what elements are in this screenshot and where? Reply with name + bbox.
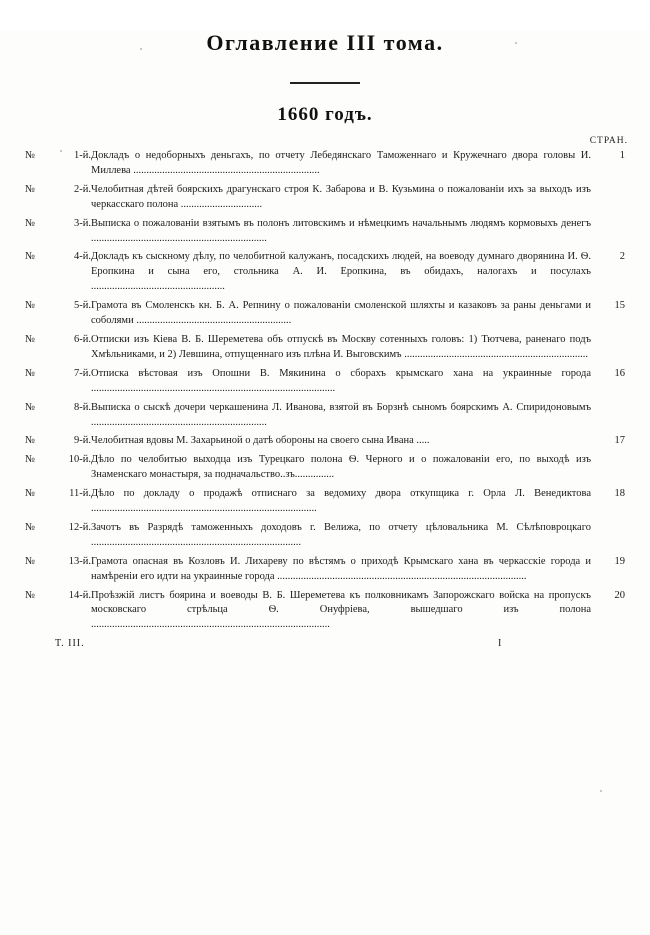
- entry-index: 3-й.: [74, 217, 91, 229]
- entry-index: 1-й.: [74, 150, 91, 161]
- table-row: [25, 401, 625, 435]
- entry-index: 7-й.: [74, 367, 91, 379]
- entry-index: 8-й.: [74, 401, 91, 413]
- entry-page: 19: [614, 555, 625, 567]
- entry-page: 17: [614, 435, 625, 447]
- table-row: [25, 149, 625, 183]
- paper-speck: [60, 150, 62, 152]
- table-row: [25, 367, 625, 401]
- title-divider: [290, 82, 360, 84]
- entry-text: Дѣло по докладу о продажѣ отписнаго за ведомиху двора откупщика г. Орла Л. Венедиктова ......................................................................................: [91, 488, 591, 515]
- entry-text: Челобитная дѣтей боярскихъ драгунскаго строя К. Забарова и В. Кузьмина о пожалованіи ихъ за выходъ изъ черкасскаго полона ...............................: [91, 183, 591, 210]
- entry-number-symbol: №: [25, 217, 36, 229]
- entry-number-symbol: №: [25, 454, 36, 466]
- entry-number-symbol: №: [25, 435, 36, 447]
- entry-page: [591, 333, 625, 367]
- entry-page: 2: [619, 251, 625, 263]
- entry-number-symbol: №: [25, 521, 36, 533]
- entry-number-symbol: №: [25, 555, 36, 567]
- entry-number-symbol: №: [25, 401, 36, 413]
- entry-number-symbol: №: [25, 367, 36, 379]
- entry-text: Выписка о сыскѣ дочери черкашенина Л. Иванова, взятой въ Борзнѣ сыномъ боярскимъ А. Спиридоновымъ ...................................................................: [91, 401, 591, 428]
- entry-text: Зачотъ въ Разрядѣ таможенныхъ доходовъ г. Велижа, по отчету цѣловальника М. Сѣлѣповроцкаго ................................................................................: [91, 521, 591, 548]
- paper-speck: [515, 42, 517, 44]
- entry-number-symbol: №: [25, 333, 36, 345]
- entry-text: Грамота опасная въ Козловъ И. Лихареву по вѣстямъ о приходѣ Крымскаго хана въ черкасскіе города и намѣреніи его идти на украинные города ...............................................................................................: [91, 555, 591, 582]
- entry-number-symbol: №: [25, 488, 36, 500]
- table-row: [25, 434, 625, 453]
- entry-index: 11-й.: [69, 488, 91, 500]
- entry-page: [591, 401, 625, 435]
- entry-text: Дѣло по челобитью выходца изъ Турецкаго полона Ѳ. Черного и о пожалованіи его, по выходѣ изъ Знаменскаго монастыря, за подначальство..зъ...............: [91, 454, 591, 481]
- entry-text: Докладъ къ сыскному дѣлу, по челобитной калужанъ, посадскихъ людей, на воеводу думнаго дворянина И. Ѳ. Еропкина и сына его, стольника А. И. Еропкина, въ обидахъ, налогахъ и посулахъ ...................................................: [91, 251, 591, 293]
- entry-index: 12-й.: [68, 521, 91, 533]
- entry-index: 4-й.: [74, 251, 91, 263]
- page-title: Оглавление III тома.: [206, 30, 444, 55]
- toc-body: [25, 149, 625, 637]
- entry-page: [591, 521, 625, 555]
- entry-page: 1: [619, 150, 625, 161]
- entry-index: 5-й.: [74, 300, 91, 312]
- table-row: [25, 299, 625, 333]
- table-row: [25, 521, 625, 555]
- entry-page: 20: [614, 589, 625, 601]
- volume-label: Т. III.: [55, 638, 85, 649]
- table-row: [25, 453, 625, 487]
- table-row: [25, 333, 625, 367]
- entry-index: 13-й.: [68, 555, 91, 567]
- entry-page: 15: [614, 300, 625, 312]
- entry-text: Грамота въ Смоленскъ кн. Б. А. Репнину о пожалованіи смоленской шляхты и казаковъ за раны деньгами и соболями ...........................................................: [91, 300, 591, 327]
- entry-number-symbol: №: [25, 251, 36, 263]
- entry-index: 6-й.: [74, 333, 91, 345]
- entry-text: Отписка вѣстовая изъ Опошни В. Мякинина о сборахъ крымскаго хана на украинные города .............................................................................................: [91, 367, 591, 394]
- entry-number-symbol: №: [25, 150, 36, 161]
- entry-page: 18: [614, 488, 625, 500]
- entry-number-symbol: №: [25, 183, 36, 195]
- entry-text: Проѣзжій листъ боярина и воеводы В. Б. Шереметева къ полковникамъ Запорожскаго войска на пропускъ московскаго стрѣльца Ѳ. Онуфріева, вышедшаго изъ полона ...........................................................................................: [91, 589, 591, 631]
- entry-page: [591, 453, 625, 487]
- entry-text: Выписка о пожалованіи взятымъ въ полонъ литовскимъ и нѣмецкимъ начальнымъ людямъ кормовыхъ денегъ ...................................................................: [91, 217, 591, 244]
- entry-page: 16: [614, 367, 625, 379]
- entry-index: 2-й.: [74, 183, 91, 195]
- table-row: [25, 250, 625, 299]
- entry-number-symbol: №: [25, 300, 36, 312]
- entry-page: [591, 183, 625, 217]
- entry-text: Докладъ о недоборныхъ деньгахъ, по отчету Лебедянскаго Таможеннаго и Кружечнаго двора головы И. Миллева .......................................................................: [91, 150, 591, 176]
- pages-column-header: СТРАН.: [589, 136, 628, 146]
- table-row: [25, 589, 625, 638]
- year-heading: 1660 годъ.: [277, 104, 373, 125]
- paper-speck: [140, 48, 142, 50]
- table-row: [25, 217, 625, 251]
- entry-index: 14-й.: [68, 589, 91, 601]
- entry-text: Челобитная вдовы М. Захарьиной о датѣ обороны на своего сына Ивана .....: [91, 435, 430, 447]
- entry-page: [591, 217, 625, 251]
- folio-number: I: [498, 638, 503, 649]
- paper-speck: [600, 790, 602, 792]
- entry-text: Отписки изъ Кіева В. Б. Шереметева объ отпускѣ въ Москву сотенныхъ головъ: 1) Тютчева, раненаго подъ Хмѣльниками, и 2) Левшина, отпущеннаго изъ плѣна И. Выговскимъ ......................................................................: [91, 333, 591, 360]
- entry-index: 9-й.: [74, 435, 91, 447]
- table-of-contents: [25, 149, 625, 637]
- table-row: [25, 183, 625, 217]
- entry-index: 10-й.: [68, 454, 91, 466]
- entry-number-symbol: №: [25, 589, 36, 601]
- document-page: [0, 30, 650, 935]
- table-row: [25, 555, 625, 589]
- table-row: [25, 487, 625, 521]
